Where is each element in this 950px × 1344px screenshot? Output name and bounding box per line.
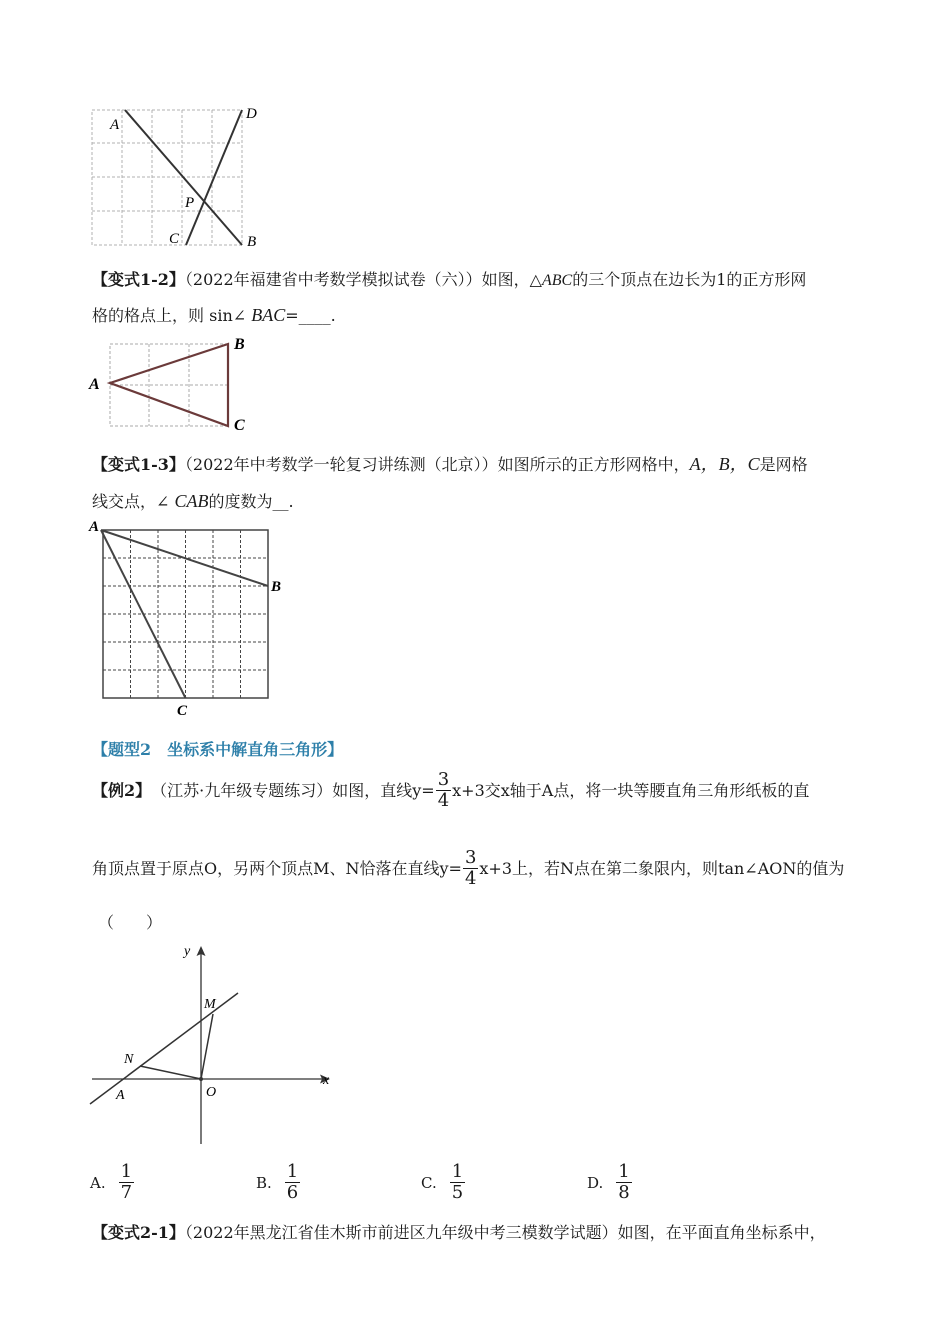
example-2-text-a: （江苏·九年级专题练习）如图，直线y= xyxy=(151,780,435,800)
option-c-label: C. xyxy=(421,1173,437,1192)
label-p: P xyxy=(185,195,195,211)
variant-2-1-text: （2022年黑龙江省佳木斯市前进区九年级中考三模数学试题）如图，在平面直角坐标系中， xyxy=(184,1223,826,1242)
label-n: N xyxy=(124,1052,134,1067)
fraction-numerator: 3 xyxy=(437,769,450,790)
variant-1-2-source: （2022年福建省中考数学模拟试卷（六））如图， xyxy=(184,270,530,289)
sin-angle: sin∠ xyxy=(209,306,247,325)
variant-1-3-text: 是网格 xyxy=(759,455,808,474)
variant-1-3-line-2 xyxy=(92,491,294,512)
fraction-numerator: 1 xyxy=(286,1161,299,1182)
variant-1-2-blank: =____. xyxy=(285,306,336,325)
fraction-denominator: 6 xyxy=(286,1182,299,1203)
angle-bac: BAC xyxy=(251,305,286,325)
variant-1-3-blank: 的度数为__. xyxy=(208,492,294,511)
option-d-fraction xyxy=(616,1162,631,1203)
fraction-numerator: 1 xyxy=(618,1161,630,1182)
label-b: B xyxy=(247,234,257,250)
option-b[interactable] xyxy=(256,1162,301,1203)
option-b-label: B. xyxy=(256,1173,272,1192)
label-m: M xyxy=(204,997,216,1012)
variant-1-2-tag: 【变式1-2】 xyxy=(92,270,185,289)
variant-1-3-line2-start: 线交点， xyxy=(92,492,157,511)
label-a: A xyxy=(89,519,100,535)
variant-1-3-tag: 【变式1-3】 xyxy=(92,455,185,474)
label-b: B xyxy=(271,579,282,595)
example-2-text-c: 角顶点置于原点O，另两个顶点M、N恰落在直线y= xyxy=(92,858,462,878)
label-c: C xyxy=(169,231,180,247)
label-c: C xyxy=(177,703,188,718)
option-a-label: A. xyxy=(90,1173,106,1192)
option-d-label: D. xyxy=(587,1173,604,1192)
fraction-numerator: 3 xyxy=(464,847,477,868)
option-b-fraction xyxy=(285,1162,300,1203)
option-a[interactable] xyxy=(90,1162,135,1203)
example-2-line-2 xyxy=(92,848,844,889)
label-c: C xyxy=(234,417,245,434)
variant-1-3-source: （2022年中考数学一轮复习讲练测（北京））如图所示的正方形网格中， xyxy=(184,455,690,474)
label-x: x xyxy=(323,1073,330,1088)
option-a-fraction xyxy=(119,1162,134,1203)
label-a: A xyxy=(89,376,100,393)
variant-2-1-line-1 xyxy=(92,1223,826,1243)
example-2-line-1 xyxy=(92,770,809,811)
label-o: O xyxy=(206,1085,217,1100)
figure-lines-ab-cd xyxy=(88,100,278,252)
figure-triangle-abc-grid xyxy=(86,332,256,436)
label-d: D xyxy=(246,106,257,122)
fraction-denominator: 8 xyxy=(618,1182,630,1203)
fraction-denominator: 5 xyxy=(451,1182,464,1203)
option-c-fraction xyxy=(450,1162,465,1203)
label-a: A xyxy=(116,1088,125,1103)
figure-grid-angle-cab xyxy=(86,518,286,718)
figure-coordinate-system xyxy=(88,938,338,1148)
variant-1-2-line-1 xyxy=(92,270,806,291)
variant-1-2-text: 的三个顶点在边长为1的正方形网 xyxy=(572,270,807,289)
example-2-text-d: x+3上，若N点在第二象限内，则tan∠AON的值为 xyxy=(479,858,845,878)
fraction-denominator: 4 xyxy=(464,868,477,889)
triangle-mon xyxy=(140,1014,213,1079)
fraction-denominator: 7 xyxy=(120,1182,133,1203)
variant-1-2-line-2 xyxy=(92,305,336,326)
angle-cab: CAB xyxy=(174,491,209,511)
label-b: B xyxy=(234,336,245,353)
fraction-numerator: 1 xyxy=(120,1161,133,1182)
fraction-numerator: 1 xyxy=(451,1161,464,1182)
triangle-symbol: △ xyxy=(529,270,542,289)
example-2-text-b: x+3交x轴于A点，将一块等腰直角三角形纸板的直 xyxy=(452,780,810,800)
answer-paren: （ ） xyxy=(98,913,163,932)
option-d[interactable] xyxy=(587,1162,633,1203)
label-a: A xyxy=(110,117,120,133)
angle-symbol: ∠ xyxy=(156,492,170,511)
variant-1-2-line2-start: 格的格点上，则 xyxy=(92,306,205,325)
fraction-denominator: 4 xyxy=(437,790,450,811)
triangle-abc: ABC xyxy=(541,272,573,289)
label-y: y xyxy=(184,944,191,959)
fraction-three-quarters xyxy=(436,770,451,811)
section-heading-type-2: 【题型2 坐标系中解直角三角形】 xyxy=(92,740,344,759)
variant-2-1-tag: 【变式2-1】 xyxy=(92,1223,185,1242)
fraction-three-quarters xyxy=(463,848,478,889)
example-2-tag: 【例2】 xyxy=(92,780,152,800)
points-abc: A，B，C xyxy=(689,454,760,474)
option-c[interactable] xyxy=(421,1162,466,1203)
variant-1-3-line-1 xyxy=(92,454,808,475)
